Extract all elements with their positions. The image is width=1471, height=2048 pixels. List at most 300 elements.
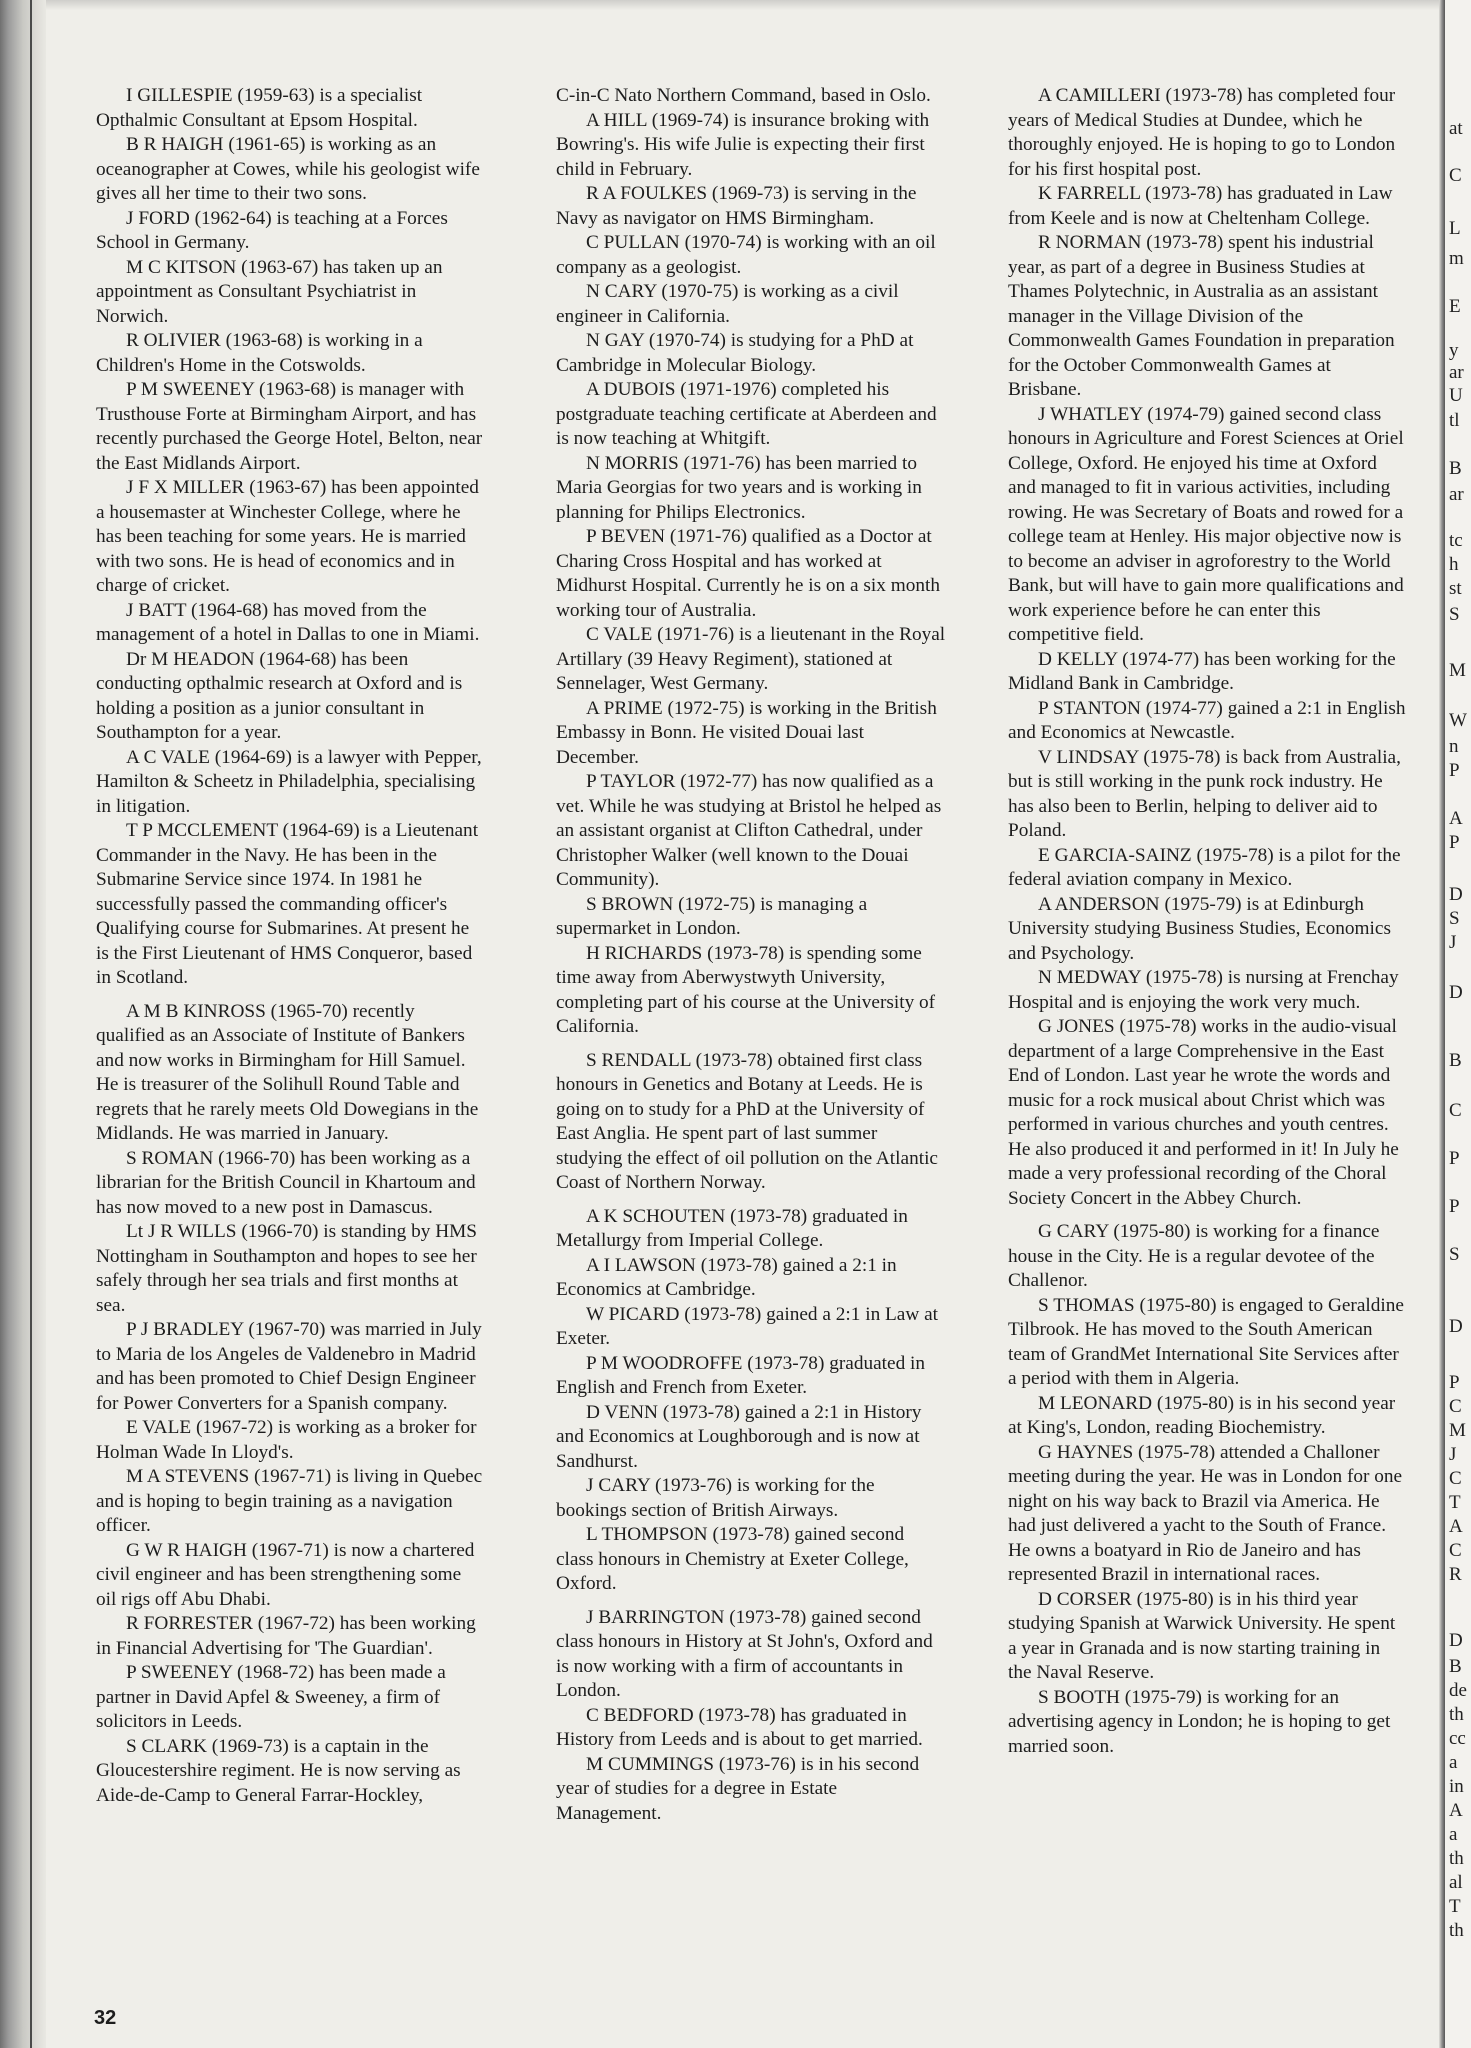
alumni-name: S RENDALL — [586, 1049, 691, 1071]
alumni-years: (1973-76) — [718, 1753, 796, 1775]
alumni-years: (1971-76) — [683, 452, 761, 474]
next-page-fragment: h — [1449, 554, 1459, 575]
alumni-years: (1973-78) — [729, 1606, 807, 1628]
alumni-entry — [556, 770, 946, 893]
alumni-name: M CUMMINGS — [586, 1753, 715, 1775]
book-spine — [0, 0, 46, 2048]
alumni-entry — [1008, 1015, 1406, 1211]
next-page-fragment: W — [1449, 710, 1467, 731]
alumni-entry — [96, 1416, 486, 1465]
alumni-text: recently qualified as an Associate of Institute of Bankers and now works in Birmingham for Hill Samuel. He is treasurer of the Solihull Round Table and regrets that he rarely meets Old Dowegians in the Midlands. He was married in January. — [96, 1000, 479, 1144]
alumni-years: (1973-78) — [700, 1254, 778, 1276]
alumni-name: J BATT — [126, 599, 187, 621]
alumni-text: is studying for a PhD at Cambridge in Molecular Biology. — [556, 330, 914, 376]
alumni-entry — [556, 697, 946, 771]
alumni-text: works in the audio-visual department of a large Comprehensive in the East End of London. Last year he wrote the words and music for a rock musical about Christ which was performed in various churches and youth centres. He also produced it and performed in it! In July he made a very professional recording of the Choral Society Concert in the Abbey Church. — [1008, 1016, 1399, 1209]
next-page-fragment: al — [1449, 1872, 1463, 1893]
alumni-text: is living in Quebec and is hoping to begin training as a navigation officer. — [96, 1466, 483, 1536]
alumni-years: (1964-69) — [282, 820, 360, 841]
next-page-fragment: B — [1449, 1656, 1462, 1677]
alumni-name: D CORSER — [1038, 1588, 1132, 1610]
alumni-years: (1969-73) — [711, 183, 790, 204]
alumni-name: V LINDSAY — [1038, 746, 1139, 768]
alumni-name: W PICARD — [586, 1303, 680, 1325]
alumni-years: (1971-76) — [669, 526, 748, 547]
alumni-text: is manager with Trusthouse Forte at Birmingham Airport, and has recently purchased the George Hotel, Belton, near the East Midlands Airport. — [96, 379, 483, 474]
alumni-years: (1970-74) — [684, 232, 762, 253]
alumni-name: J WHATLEY — [1038, 403, 1143, 425]
alumni-name: R A FOULKES — [586, 183, 708, 204]
alumni-entry — [556, 1205, 946, 1254]
alumni-years: (1974-79) — [1147, 403, 1225, 425]
alumni-entry — [96, 648, 486, 746]
alumni-text: has been working in Financial Advertising for 'The Guardian'. — [96, 1613, 476, 1659]
next-page-fragment: P — [1449, 1148, 1460, 1169]
alumni-name: C BEDFORD — [586, 1704, 694, 1726]
alumni-entry — [1008, 844, 1406, 893]
next-page-fragment: de — [1449, 1680, 1467, 1701]
alumni-years: (1962-64) — [194, 207, 272, 229]
alumni-entry — [96, 746, 486, 820]
alumni-name: T P MCCLEMENT — [126, 820, 278, 841]
alumni-name: G HAYNES — [1038, 1441, 1134, 1463]
alumni-text: gained a 2:1 in Economics at Cambridge. — [556, 1254, 897, 1300]
alumni-years: (1975-79) — [1124, 1686, 1202, 1708]
alumni-years: (1975-78) — [1138, 1441, 1216, 1463]
alumni-text: has now qualified as a vet. While he was studying at Bristol he helped as an assistant organist at Clifton Cathedral, under Christopher Walker (well known to the Douai Community). — [556, 771, 942, 890]
alumni-years: (1963-68) — [259, 379, 337, 400]
alumni-text: has taken up an appointment as Consultant Psychiatrist in Norwich. — [96, 256, 443, 327]
alumni-entry — [1008, 893, 1406, 967]
alumni-entry — [96, 1612, 486, 1661]
next-page-fragment: th — [1449, 1920, 1464, 1941]
alumni-text: is serving in the Navy as navigator on HMS Birmingham. — [556, 183, 917, 229]
alumni-years: (1965-70) — [270, 1000, 348, 1022]
alumni-years: (1975-78) — [1119, 1016, 1197, 1037]
next-page-fragment: C — [1449, 1100, 1462, 1121]
alumni-text: is now a chartered civil engineer and has been strengthening some oil rigs off Abu Dhabi. — [96, 1539, 475, 1610]
alumni-text: has been working for the Midland Bank in Cambridge. — [1008, 648, 1396, 694]
alumni-years: (1973-78) — [698, 1704, 776, 1726]
alumni-name: S THOMAS — [1038, 1294, 1135, 1316]
next-page-fragment: D — [1449, 982, 1463, 1003]
alumni-years: (1975-78) — [1143, 746, 1221, 768]
alumni-name: G W R HAIGH — [126, 1539, 247, 1561]
alumni-name: S CLARK — [126, 1735, 207, 1757]
alumni-entry — [1008, 648, 1406, 697]
next-page-fragment: J — [1449, 932, 1457, 953]
alumni-text: is working for an advertising agency in London; he is hoping to get married soon. — [1008, 1686, 1391, 1757]
alumni-entry — [1008, 697, 1406, 746]
next-page-fragment: B — [1449, 1050, 1462, 1071]
alumni-name: G JONES — [1038, 1016, 1115, 1037]
next-page-fragment: U — [1449, 385, 1463, 406]
alumni-entry — [96, 599, 486, 648]
alumni-name: S BROWN — [586, 893, 674, 915]
next-page-fragment: S — [1449, 604, 1460, 625]
alumni-entry — [556, 329, 946, 378]
alumni-entry — [1008, 231, 1406, 403]
alumni-years: (1973-78) — [747, 1352, 825, 1374]
alumni-text: gained second class honours in Agriculture and Forest Sciences at Oriel College, Oxford. He enjoyed his time at Oxford and managed to fit in various activities, including rowing. He was Secretary of Boats and rowed for a college team at Henley. His major objective now is to become an adviser in agroforestry to the World Bank, but will have to gain more qualifications and work experience before he can enter this competitive field. — [1008, 403, 1404, 645]
alumni-entry — [556, 1352, 946, 1401]
next-page-fragment: E — [1449, 296, 1461, 317]
alumni-years: (1975-80) — [1156, 1392, 1235, 1414]
alumni-years: (1971-1976) — [680, 379, 777, 400]
alumni-name: A HILL — [586, 109, 647, 131]
alumni-entry — [556, 1303, 946, 1352]
alumni-entry — [96, 207, 486, 256]
alumni-entry — [1008, 84, 1406, 182]
alumni-years: (1966-70) — [241, 1221, 319, 1242]
next-page-fragment: M — [1449, 660, 1466, 681]
alumni-name: E VALE — [126, 1417, 192, 1438]
next-page-edge — [1445, 0, 1471, 2048]
alumni-name: S BOOTH — [1038, 1686, 1120, 1708]
alumni-name: A CAMILLERI — [1038, 85, 1161, 106]
alumni-years: (1969-73) — [211, 1735, 289, 1757]
alumni-text: obtained first class honours in Genetics and Botany at Leeds. He is going on to study for a PhD at the University of East Anglia. He spent part of last summer studying the effect of oil pollution on the Atlantic Coast of Northern Norway. — [556, 1049, 938, 1193]
page-number: 32 — [94, 2007, 117, 2029]
next-page-fragment: C — [1449, 1540, 1462, 1561]
alumni-years: (1967-71) — [254, 1466, 332, 1487]
next-page-fragment: a — [1449, 1752, 1458, 1773]
alumni-years: (1971-76) — [657, 624, 735, 645]
next-page-fragment: ar — [1449, 362, 1464, 383]
alumni-years: (1974-77) — [1122, 648, 1200, 670]
alumni-name: P BEVEN — [586, 526, 666, 547]
alumni-text: has been conducting opthalmic research at Oxford and is holding a position as a junior consultant in Southampton for a year. — [96, 648, 463, 743]
alumni-entry — [1008, 966, 1406, 1015]
alumni-name: M LEONARD — [1038, 1392, 1153, 1414]
alumni-name: A DUBOIS — [586, 379, 676, 400]
alumni-text: gained second class honours in Chemistry at Exeter College, Oxford. — [556, 1524, 909, 1594]
next-page-fragment: J — [1449, 1444, 1457, 1465]
alumni-text: gained a 2:1 in History and Economics at Loughborough and is now at Sandhurst. — [556, 1401, 922, 1472]
alumni-years: (1972-75) — [678, 893, 756, 915]
alumni-name: N MORRIS — [586, 452, 679, 474]
alumni-name: A K SCHOUTEN — [586, 1205, 726, 1227]
next-page-fragment: D — [1449, 1316, 1463, 1337]
alumni-years: (1973-78) — [1165, 85, 1243, 106]
alumni-entry — [556, 623, 946, 697]
alumni-name: M A STEVENS — [126, 1466, 250, 1487]
alumni-years: (1967-70) — [248, 1319, 326, 1340]
alumni-name: A I LAWSON — [586, 1254, 696, 1276]
alumni-years: (1973-78) — [712, 1524, 790, 1545]
alumni-text: has completed four years of Medical Studies at Dundee, which he thoroughly enjoyed. He is hoping to go to London for his first hospital post. — [1008, 85, 1396, 180]
next-page-fragment: cc — [1449, 1728, 1466, 1749]
next-page-fragment: P — [1449, 832, 1460, 853]
alumni-name: J BARRINGTON — [586, 1606, 725, 1628]
alumni-entry — [556, 1049, 946, 1196]
alumni-name: L THOMPSON — [586, 1524, 708, 1545]
alumni-entry — [1008, 1686, 1406, 1760]
spine-binding-line — [30, 0, 32, 2048]
alumni-text: spent his industrial year, as part of a degree in Business Studies at Thames Polytechnic, in Australia as an assistant manager in the Village Division of the Commonwealth Games Foundation in preparation for the October Commonwealth Games at Brisbane. — [1008, 232, 1395, 400]
alumni-text: is working in the British Embassy in Bonn. He visited Douai last December. — [556, 697, 937, 768]
alumni-entry — [556, 1474, 946, 1523]
alumni-name: P J BRADLEY — [126, 1319, 244, 1340]
alumni-name: J FORD — [126, 207, 190, 229]
alumni-years: (1963-67) — [249, 477, 327, 498]
alumni-entry — [96, 1539, 486, 1613]
alumni-entry — [96, 133, 486, 207]
column-2 — [556, 84, 946, 1826]
alumni-entry — [556, 182, 946, 231]
alumni-text: attended a Challoner meeting during the year. He was in London for one night on his way back to Brazil via America. He had just delivered a yacht to the South of France. He owns a boatyard in Rio de Janeiro and has represented Brazil in international races. — [1008, 1441, 1403, 1585]
alumni-name: I GILLESPIE — [126, 85, 233, 106]
alumni-entry — [96, 1318, 486, 1416]
alumni-entry — [96, 819, 486, 991]
alumni-years: (1973-78) — [1145, 183, 1223, 204]
alumni-text: is in his second year of studies for a degree in Estate Management. — [556, 1753, 920, 1824]
next-page-fragment: R — [1449, 1564, 1462, 1585]
alumni-name: D KELLY — [1038, 648, 1118, 670]
alumni-text: is standing by HMS Nottingham in Southampton and hopes to see her safely through her sea trials and first months at sea. — [96, 1221, 478, 1316]
alumni-entry — [556, 378, 946, 452]
next-page-fragment: y — [1449, 340, 1459, 361]
alumni-name: Lt J R WILLS — [126, 1221, 237, 1242]
alumni-text: was married in July to Maria de los Angeles de Valdenebro in Madrid and has been promoted to Chief Design Engineer for Power Converters for a Spanish company. — [96, 1319, 482, 1414]
alumni-entry — [556, 1753, 946, 1827]
alumni-text: gained a 2:1 in English and Economics at Newcastle. — [1008, 697, 1406, 743]
alumni-text: has graduated in History from Leeds and is about to get married. — [556, 1704, 923, 1750]
alumni-entry — [556, 893, 946, 942]
next-page-fragment: st — [1449, 578, 1462, 599]
alumni-entry — [1008, 1294, 1406, 1392]
alumni-name: Dr M HEADON — [126, 648, 255, 670]
next-page-fragment: C — [1449, 1396, 1462, 1417]
alumni-years: (1973-78) — [695, 1049, 773, 1071]
alumni-years: (1964-68) — [259, 648, 337, 670]
next-page-fragment: at — [1449, 118, 1463, 139]
alumni-name: A C VALE — [126, 746, 210, 768]
alumni-years: (1975-78) — [1196, 844, 1274, 866]
alumni-name: J CARY — [586, 1475, 651, 1496]
next-page-fragment: a — [1449, 1824, 1458, 1845]
next-page-fragment: C — [1449, 1468, 1462, 1489]
alumni-entry — [556, 942, 946, 1040]
alumni-text: is a specialist Opthalmic Consultant at Epsom Hospital. — [96, 85, 423, 131]
alumni-entry — [1008, 1441, 1406, 1588]
alumni-name: K FARRELL — [1038, 183, 1141, 204]
alumni-text: is insurance broking with Bowring's. His wife Julie is expecting their first child in February. — [556, 109, 930, 180]
alumni-entry — [96, 1735, 486, 1809]
alumni-name: P M SWEENEY — [126, 379, 255, 400]
alumni-name: C PULLAN — [586, 232, 680, 253]
alumni-years: (1973-78) — [662, 1401, 740, 1423]
alumni-text: C-in-C Nato Northern Command, based in Oslo. — [556, 85, 931, 106]
alumni-text: is engaged to Geraldine Tilbrook. He has moved to the South American team of GrandMet International Site Services after a period with them in Algeria. — [1008, 1294, 1404, 1389]
alumni-text: is a lieutenant in the Royal Artillary (39 Heavy Regiment), stationed at Sennelager, West Germany. — [556, 624, 946, 694]
alumni-years: (1972-75) — [667, 697, 745, 719]
alumni-entry — [1008, 1220, 1406, 1294]
next-page-fragment: P — [1449, 1196, 1460, 1217]
alumni-entry — [96, 1661, 486, 1735]
next-page-fragment: ar — [1449, 484, 1464, 505]
alumni-name: N MEDWAY — [1038, 967, 1142, 988]
next-page-fragment: n — [1449, 736, 1459, 757]
alumni-years: (1973-76) — [654, 1475, 733, 1496]
alumni-entry — [556, 1606, 946, 1704]
alumni-name: M C KITSON — [126, 256, 237, 278]
alumni-entry — [1008, 1392, 1406, 1441]
next-page-fragment: m — [1449, 248, 1464, 269]
alumni-text: graduated in English and French from Exeter. — [556, 1352, 926, 1398]
next-page-fragment: P — [1449, 1372, 1460, 1393]
next-page-fragment: th — [1449, 1848, 1464, 1869]
alumni-name: S ROMAN — [126, 1147, 214, 1169]
alumni-years: (1975-80) — [1113, 1221, 1191, 1242]
alumni-text: graduated in Metallurgy from Imperial College. — [556, 1205, 908, 1251]
alumni-entry — [96, 84, 486, 133]
alumni-entry — [556, 1254, 946, 1303]
alumni-name: P SWEENEY — [126, 1662, 233, 1683]
alumni-entry — [96, 1220, 486, 1318]
alumni-entry — [556, 1704, 946, 1753]
alumni-entry — [1008, 403, 1406, 648]
alumni-text: is a Lieutenant Commander in the Navy. He has been in the Submarine Service since 1974. In 1981 he successfully passed the commanding officer's Qualifying course for Submarines. At present he is the First Lieutenant of HMS Conqueror, based in Scotland. — [96, 820, 479, 988]
alumni-years: (1974-77) — [1145, 697, 1223, 719]
alumni-text: has graduated in Law from Keele and is now at Cheltenham College. — [1008, 183, 1393, 229]
next-page-fragment: A — [1449, 808, 1463, 829]
alumni-text: is teaching at a Forces School in Germany. — [96, 207, 448, 253]
alumni-name: C VALE — [586, 624, 653, 645]
next-page-fragment: D — [1449, 1630, 1463, 1651]
alumni-text: gained a 2:1 in Law at Exeter. — [556, 1303, 939, 1349]
next-page-fragment: S — [1449, 908, 1460, 929]
alumni-name: D VENN — [586, 1401, 658, 1423]
alumni-name: E GARCIA-SAINZ — [1038, 844, 1192, 866]
alumni-years: (1961-65) — [228, 134, 306, 155]
alumni-entry — [556, 280, 946, 329]
alumni-entry — [96, 1465, 486, 1539]
alumni-name: J F X MILLER — [126, 477, 245, 498]
alumni-entry — [556, 1523, 946, 1597]
alumni-text: has moved from the management of a hotel in Dallas to one in Miami. — [96, 599, 480, 645]
alumni-entry — [96, 1147, 486, 1221]
alumni-name: B R HAIGH — [126, 134, 224, 155]
next-page-fragment: tc — [1449, 530, 1463, 551]
alumni-name: R OLIVIER — [126, 330, 221, 351]
alumni-years: (1966-70) — [218, 1147, 296, 1169]
alumni-text: is working with an oil company as a geologist. — [556, 232, 936, 278]
alumni-text: is working as an oceanographer at Cowes, while his geologist wife gives all her time to their two sons. — [96, 134, 480, 204]
alumni-years: (1975-80) — [1136, 1588, 1214, 1610]
alumni-text: qualified as a Doctor at Charing Cross Hospital and has worked at Midhurst Hospital. Currently he is on a six month working tour of Australia. — [556, 526, 940, 621]
alumni-text: has been made a partner in David Apfel & Sweeney, a firm of solicitors in Leeds. — [96, 1662, 446, 1732]
alumni-years: (1967-72) — [196, 1417, 274, 1438]
next-page-fragment: D — [1449, 884, 1463, 905]
alumni-name: N CARY — [586, 281, 657, 302]
alumni-text: is a lawyer with Pepper, Hamilton & Scheetz in Philadelphia, specialising in litigation. — [96, 746, 482, 817]
alumni-text: is in his third year studying Spanish at Warwick University. He spent a year in Granada and is now starting training in the Naval Reserve. — [1008, 1588, 1396, 1683]
next-page-fragment: in — [1449, 1776, 1464, 1797]
column-3 — [1008, 84, 1406, 1759]
alumni-years: (1973-78) — [684, 1303, 762, 1325]
alumni-years: (1964-69) — [214, 746, 292, 768]
alumni-text: is working as a civil engineer in California. — [556, 281, 899, 327]
alumni-text: is at Edinburgh University studying Business Studies, Economics and Psychology. — [1008, 893, 1391, 964]
next-page-fragment: B — [1449, 458, 1462, 479]
alumni-name: R NORMAN — [1038, 232, 1142, 253]
alumni-name: P TAYLOR — [586, 771, 676, 792]
alumni-name: A PRIME — [586, 697, 663, 719]
alumni-years: (1964-68) — [191, 599, 269, 621]
alumni-text: is a pilot for the federal aviation company in Mexico. — [1008, 844, 1401, 890]
alumni-entry — [556, 109, 946, 183]
next-page-fragment: A — [1449, 1516, 1463, 1537]
alumni-text: is in his second year at King's, London, reading Biochemistry. — [1008, 1392, 1396, 1438]
alumni-text: is spending some time away from Aberwystwyth University, completing part of his course at the University of California. — [556, 942, 936, 1037]
alumni-entry — [556, 231, 946, 280]
next-page-fragment: tl — [1449, 410, 1460, 431]
alumni-text: is working in a Children's Home in the Cotswolds. — [96, 330, 423, 376]
alumni-name: P M WOODROFFE — [586, 1352, 743, 1374]
next-page-fragment: M — [1449, 1420, 1466, 1441]
next-page-fragment: P — [1449, 760, 1460, 781]
alumni-text: is working for a finance house in the City. He is a regular devotee of the Challenor. — [1008, 1221, 1380, 1291]
next-page-fragment: A — [1449, 1800, 1463, 1821]
alumni-entry — [96, 378, 486, 476]
alumni-name: R FORRESTER — [126, 1613, 253, 1634]
column-1 — [96, 84, 486, 1808]
alumni-text: is working as a broker for Holman Wade In Lloyd's. — [96, 1417, 477, 1463]
alumni-years: (1959-63) — [237, 85, 315, 106]
alumni-years: (1970-75) — [661, 281, 739, 302]
alumni-text: is back from Australia, but is still working in the punk rock industry. He has also been to Berlin, helping to deliver aid to Poland. — [1008, 746, 1401, 841]
alumni-entry — [1008, 746, 1406, 844]
alumni-years: (1975-78) — [1145, 967, 1223, 988]
alumni-entry — [96, 476, 486, 599]
alumni-text: has been appointed a housemaster at Winchester College, where he has been teaching for some years. He is married with two sons. He is head of economics and in charge of cricket. — [96, 477, 479, 596]
next-page-fragment: L — [1449, 218, 1461, 239]
alumni-years: (1969-74) — [651, 109, 729, 131]
alumni-years: (1967-72) — [257, 1613, 335, 1634]
next-page-fragment: T — [1449, 1896, 1461, 1917]
alumni-text: has been married to Maria Georgias for two years and is working in planning for Philips Electronics. — [556, 452, 922, 523]
page-top-shadow — [0, 0, 1471, 10]
alumni-years: (1968-72) — [237, 1662, 315, 1683]
alumni-entry — [96, 329, 486, 378]
alumni-years: (1973-78) — [1146, 232, 1224, 253]
alumni-entry — [96, 256, 486, 330]
next-page-fragment: S — [1449, 1244, 1460, 1265]
alumni-entry — [556, 1401, 946, 1475]
alumni-name: N GAY — [586, 330, 645, 351]
alumni-name: A ANDERSON — [1038, 893, 1160, 915]
alumni-text: is managing a supermarket in London. — [556, 893, 868, 939]
alumni-entry — [1008, 182, 1406, 231]
alumni-name: P STANTON — [1038, 697, 1141, 719]
alumni-name: H RICHARDS — [586, 942, 703, 964]
alumni-text: is a captain in the Gloucestershire regiment. He is now serving as Aide-de-Camp to General Farrar-Hockley, — [96, 1735, 461, 1806]
alumni-text: is working for the bookings section of British Airways. — [556, 1475, 875, 1521]
alumni-years: (1967-71) — [251, 1539, 329, 1561]
next-page-fragment: th — [1449, 1704, 1464, 1725]
alumni-years: (1972-77) — [680, 771, 758, 792]
alumni-years: (1973-78) — [730, 1205, 808, 1227]
alumni-name: A M B KINROSS — [126, 1000, 266, 1022]
alumni-name: G CARY — [1038, 1221, 1109, 1242]
alumni-years: (1973-78) — [707, 942, 785, 964]
next-page-fragment: C — [1449, 165, 1462, 186]
alumni-text: is nursing at Frenchay Hospital and is enjoying the work very much. — [1008, 967, 1399, 1013]
alumni-text: completed his postgraduate teaching certificate at Aberdeen and is now teaching at Whitgift. — [556, 379, 937, 449]
alumni-entry — [556, 452, 946, 526]
alumni-years: (1975-80) — [1139, 1294, 1217, 1316]
